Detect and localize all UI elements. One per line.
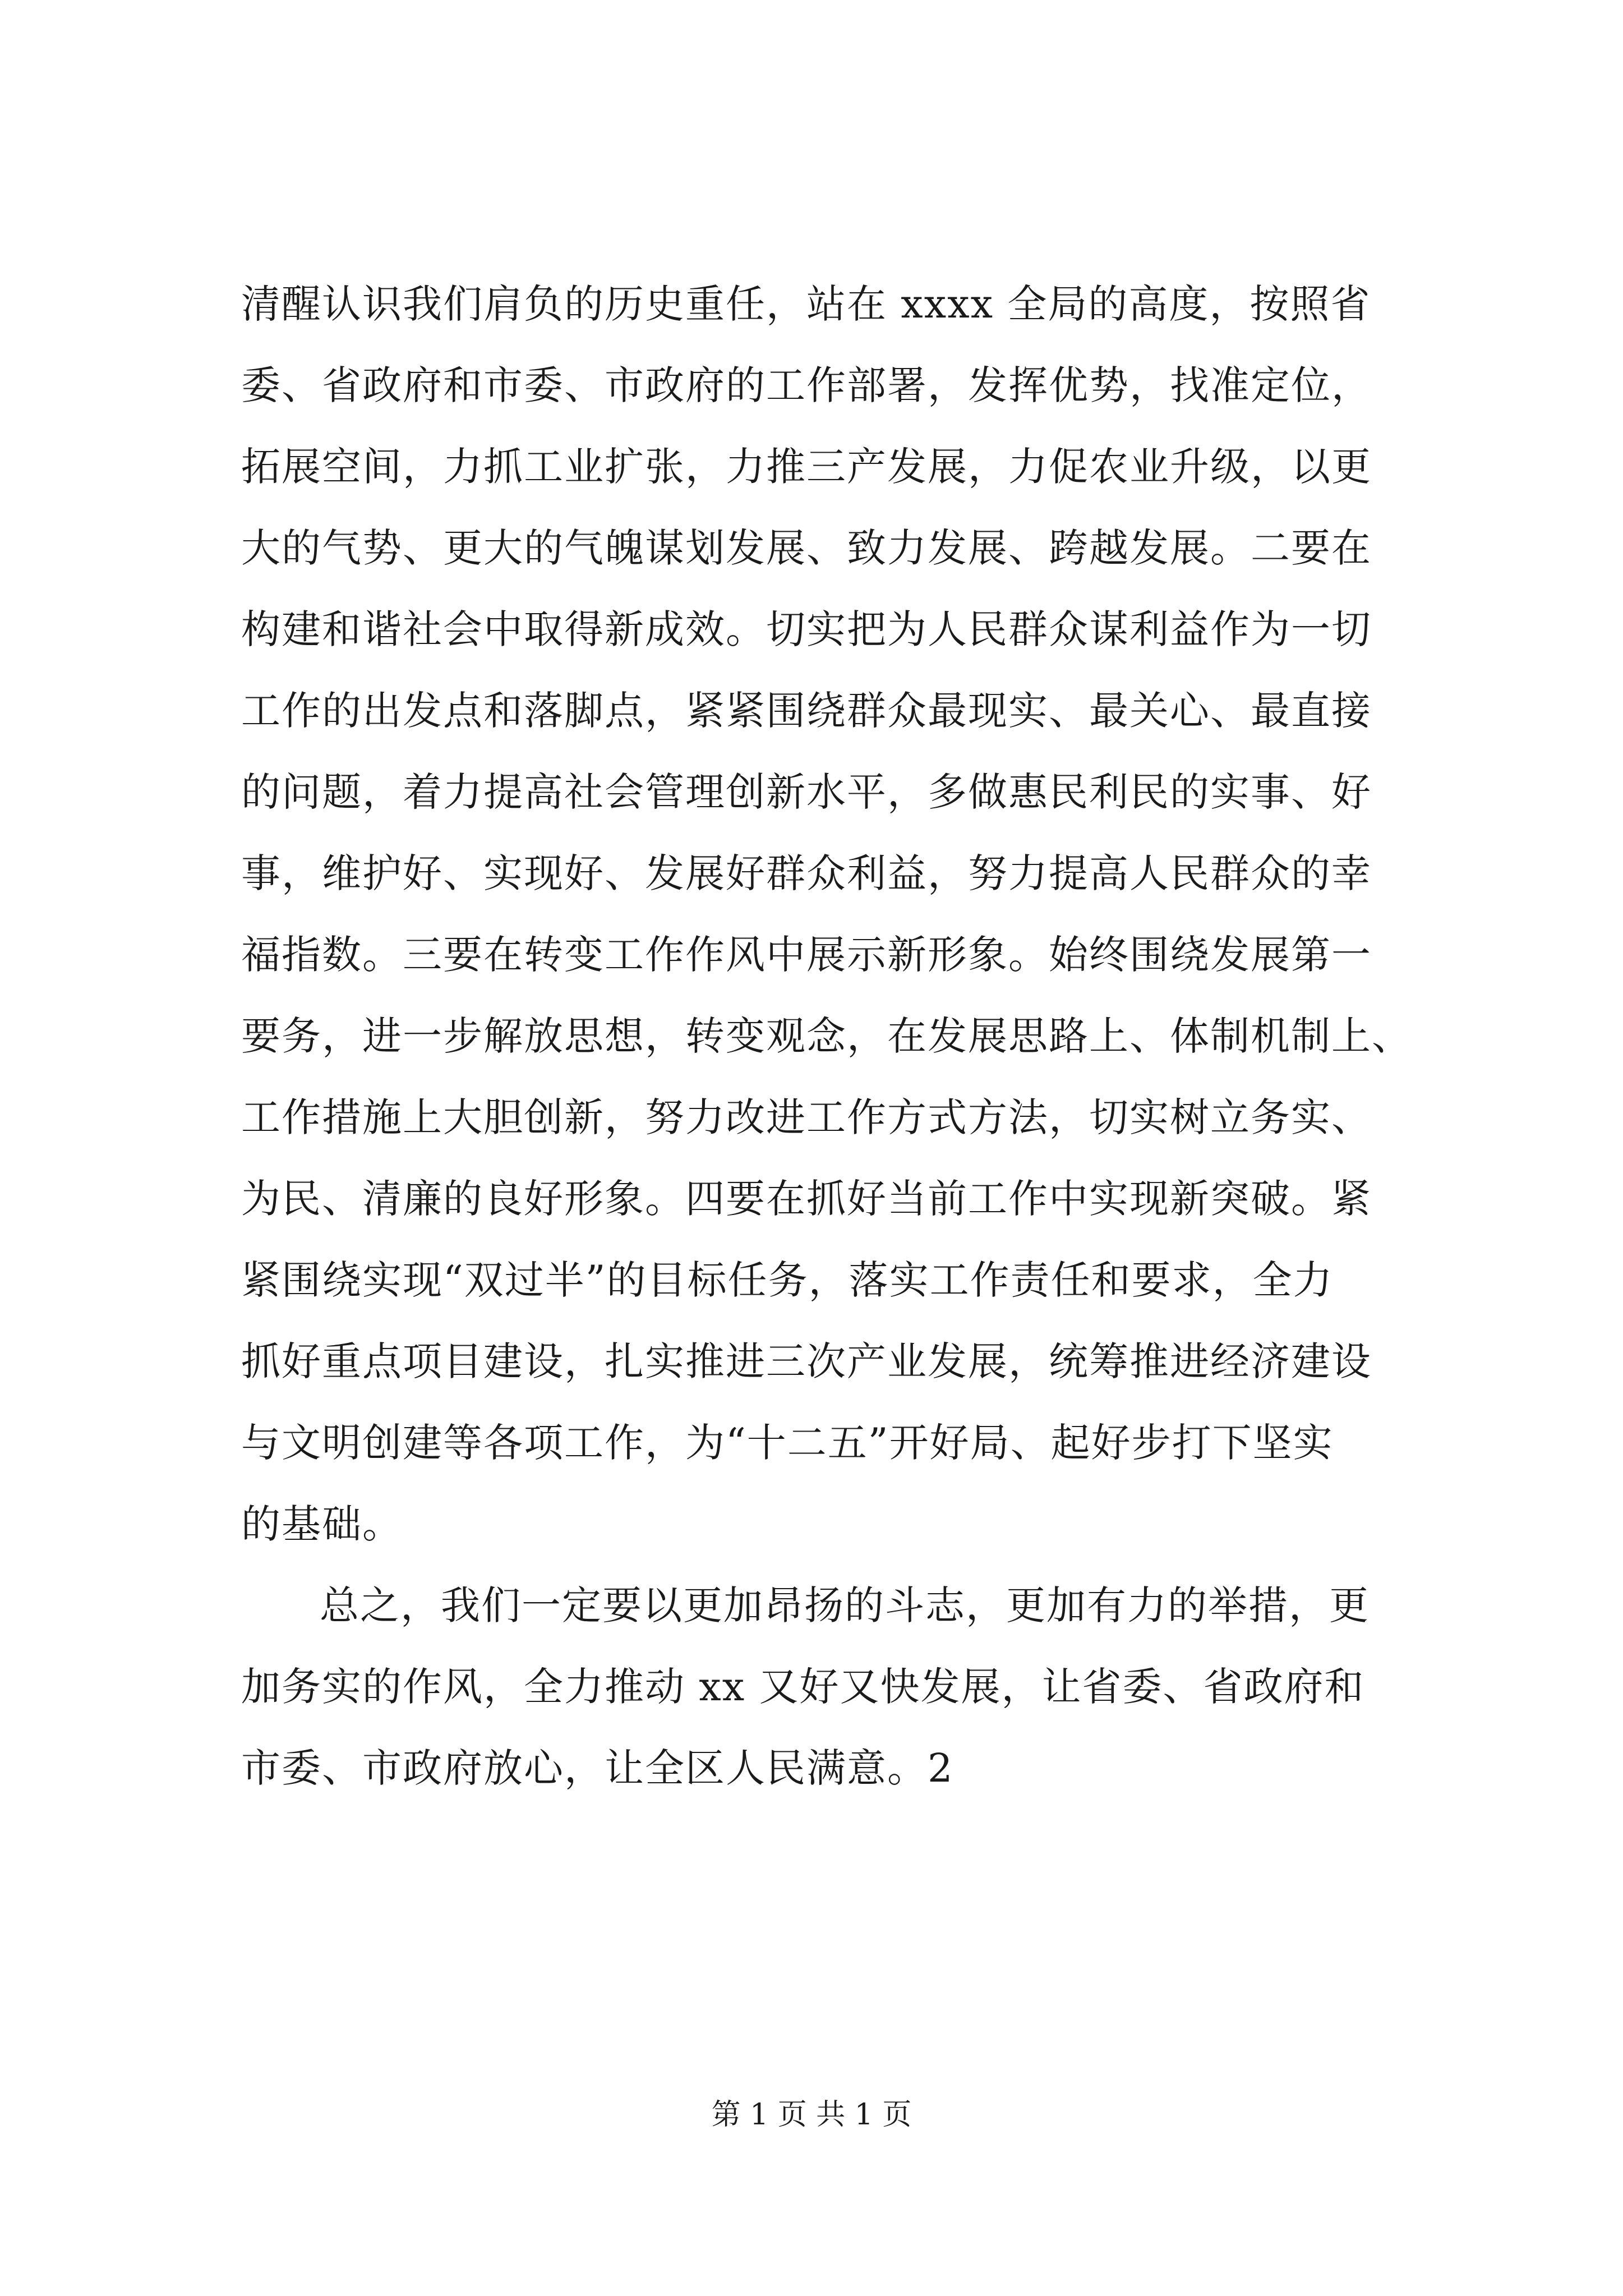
paragraph-1 xyxy=(241,264,1430,1565)
text-line: 加务实的作风，全力推动 xx 又好又快发展，让省委、省政府和 xyxy=(241,1664,1365,1710)
text-line: 紧围绕实现“双过半”的目标任务，落实工作责任和要求，全力 xyxy=(241,1257,1334,1303)
document-body xyxy=(241,264,1430,1809)
text-line: 的基础。 xyxy=(241,1501,403,1547)
text-line: 抓好重点项目建设，扎实推进三次产业发展，统筹推进经济建设 xyxy=(241,1338,1372,1384)
text-line: 与文明创建等各项工作，为“十二五”开好局、起好步打下坚实 xyxy=(241,1420,1334,1466)
text-line: 福指数。三要在转变工作作风中展示新形象。始终围绕发展第一 xyxy=(241,932,1372,978)
text-line: 拓展空间，力抓工业扩张，力推三产发展，力促农业升级，以更 xyxy=(241,444,1372,490)
text-line: 构建和谐社会中取得新成效。切实把为人民群众谋利益作为一切 xyxy=(241,606,1372,652)
text-line: 市委、市政府放心，让全区人民满意。2 xyxy=(241,1745,954,1791)
page-number-footer: 第 1 页 共 1 页 xyxy=(711,2098,912,2132)
paragraph-2 xyxy=(241,1565,1430,1809)
text-line: 工作措施上大胆创新，努力改进工作方式方法，切实树立务实、 xyxy=(241,1094,1372,1140)
text-line: 清醒认识我们肩负的历史重任，站在 xxxx 全局的高度，按照省 xyxy=(241,281,1371,327)
text-line: 事，维护好、实现好、发展好群众利益，努力提高人民群众的幸 xyxy=(241,850,1372,896)
text-line: 为民、清廉的良好形象。四要在抓好当前工作中实现新突破。紧 xyxy=(241,1176,1372,1222)
text-line: 总之，我们一定要以更加昂扬的斗志，更加有力的举措，更 xyxy=(320,1582,1370,1628)
text-line: 大的气势、更大的气魄谋划发展、致力发展、跨越发展。二要在 xyxy=(241,525,1372,571)
text-line: 工作的出发点和落脚点，紧紧围绕群众最现实、最关心、最直接 xyxy=(241,688,1372,734)
text-line: 委、省政府和市委、市政府的工作部署，发挥优势，找准定位， xyxy=(241,362,1372,408)
text-line: 的问题，着力提高社会管理创新水平，多做惠民利民的实事、好 xyxy=(241,769,1372,815)
text-line: 要务，进一步解放思想，转变观念，在发展思路上、体制机制上、 xyxy=(241,1013,1412,1059)
